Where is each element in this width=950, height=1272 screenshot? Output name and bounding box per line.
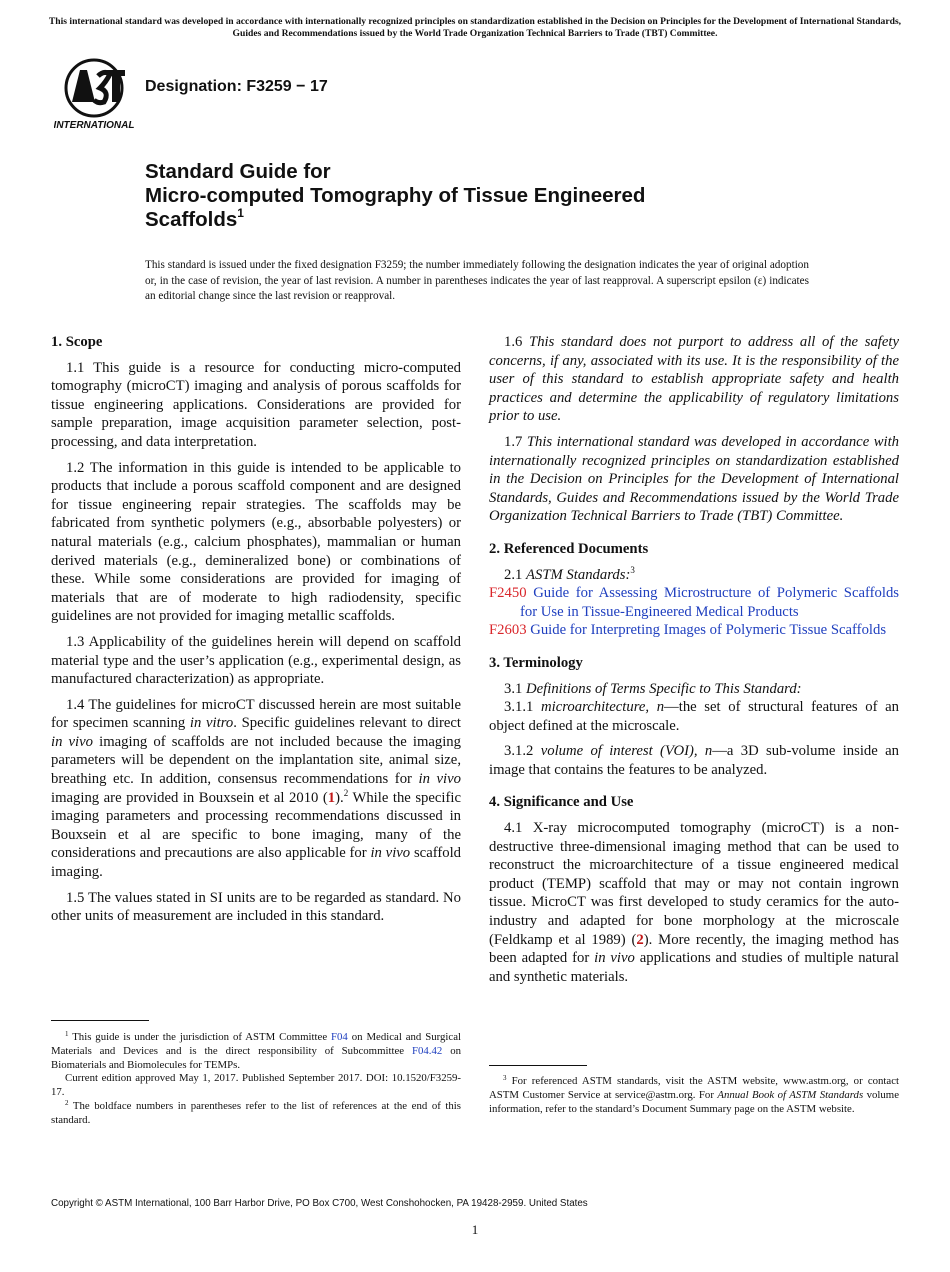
issuance-statement: This standard is issued under the fixed designation F3259; the number immediately following the designation indicates the year of original adoption or, in the case of revision, the year of last revision. A number in parentheses indicates the year of last reapproval. A superscript epsilon (ε) indicates an editorial change since the last revision or reapproval. — [145, 259, 809, 302]
p1-4-text-g: scaffold imaging. — [51, 845, 462, 881]
designation: Designation: F3259 − 17 — [145, 78, 328, 95]
p3-1-2-number: 3.1.2 — [504, 743, 541, 760]
referenced-standard-f2450[interactable] — [489, 584, 899, 621]
section-heading-significance: 4. Significance and Use — [489, 794, 634, 811]
p4-1-text-b: ). More recently, the imaging method has been adapted for — [489, 931, 899, 967]
reference-link-1[interactable]: 1 — [327, 789, 336, 806]
paragraph-1-2: 1.2 The information in this guide is intended to be applicable to products that include a porous scaffold component and are designed for tissue engineering repair strategies. The scaffolds may be fabricated from synthetic polymers (e.g., absorbable polyesters) or natural materials (e.g., calcium phosphates), mammalian or human derived materials (e.g., demineralized bone) or combinations of these. While some considerations are provided for imaging of materials that are of moderate to high radiodensity, specific guidelines are not provided for imaging metallic scaffolds. — [51, 459, 461, 625]
p3-1-2-term: volume of interest (VOI), n — [540, 743, 713, 760]
reference-link-2[interactable]: 2 — [636, 931, 644, 948]
p1-4-text-f: While the specific imaging parameters and processing recommendations discussed in Bouxsein et al are specific to bone imaging, many of the considerations and precautions are also applicable for — [51, 789, 462, 862]
footnote-3 — [489, 1075, 899, 1116]
subcommittee-f0442-link[interactable]: F04.42 — [411, 1044, 443, 1057]
fn1-text-b: on Medical and Surgical Materials and Devices and is the direct responsibility of Subcommittee — [51, 1031, 461, 1057]
ref-code-f2603[interactable]: F2603 — [489, 622, 527, 639]
standardization-notice: This international standard was developed in accordance with internationally recognized principles on standardization established in the Decision on Principles for the Development of International Standards, Guides and Recommendations issued by the World Trade Organization Technical Barriers to Trade (TBT) Committee. — [48, 16, 902, 39]
footnote-mark-3: 3 — [630, 564, 635, 575]
title-footnote-mark: 1 — [237, 206, 244, 220]
committee-f04-link[interactable]: F04 — [331, 1031, 348, 1043]
p1-7-text: This international standard was developed in accordance with internationally recognized principles on standardization established in the Decision on Principles for the Development of International Standards, Guides and Recommendations issued by the World Trade Organization Technical Barriers to Trade (TBT) Committee. — [489, 433, 899, 525]
p3-1-number: 3.1 — [504, 680, 527, 697]
paragraph-2-1 — [489, 566, 899, 585]
footnote-mark-2: 2 — [343, 787, 349, 798]
footnote-2 — [51, 1100, 461, 1128]
p3-1-1-definition: —the set of structural features of an object defined at the microscale. — [489, 699, 899, 734]
footnote-1 — [51, 1031, 461, 1072]
p3-1-2-definition: —a 3D sub-volume inside an image that contains the features to be analyzed. — [489, 743, 899, 778]
paragraph-1-4 — [51, 696, 461, 882]
p1-6-number: 1.6 — [504, 334, 530, 350]
p4-1-text-a: 4.1 X-ray microcomputed tomography (microCT) is a non-destructive three-dimensional imaging method that can be used to reconstruct the microarchitecture of a tissue engineered medical product (TEMP) scaffold that may or may not contain ingrown tissue. MicroCT was first developed to study ceramics for the auto-industry and adapted for bone morphology at the microscale (Feldkamp et al 1989) ( — [489, 820, 899, 948]
p1-4-text-d: imaging are provided in Bouxsein et al 2010 ( — [51, 789, 328, 806]
fn3-italic: Annual Book of ASTM Standards — [717, 1088, 864, 1101]
p1-4-text-b: . Specific guidelines relevant to direct — [233, 715, 461, 732]
title-line-3-text: Scaffolds — [145, 208, 238, 231]
paragraph-1-7 — [489, 433, 899, 526]
fn3-text-a: For referenced ASTM standards, visit the ASTM website, www.astm.org, or contact ASTM Customer Service at service@astm.org. For — [489, 1075, 899, 1101]
p3-1-text: Definitions of Terms Specific to This Standard: — [526, 680, 802, 697]
p4-1-text-c: applications and studies of multiple natural and synthetic materials. — [489, 950, 899, 985]
ref-title-f2603[interactable]: Guide for Interpreting Images of Polymeric Tissue Scaffolds — [530, 622, 887, 639]
p2-1-number: 2.1 — [504, 566, 527, 583]
section-heading-terminology: 3. Terminology — [489, 654, 583, 671]
footnote-divider-right — [489, 1065, 587, 1066]
title-line-1: Standard Guide for — [145, 160, 331, 183]
fn3-text-b: volume information, refer to the standard’s Document Summary page on the ASTM website. — [489, 1088, 899, 1115]
p1-4-text-e: ). — [335, 789, 344, 806]
p3-1-1-number: 3.1.1 — [504, 699, 541, 716]
fn2-mark: 2 — [65, 1098, 69, 1107]
paragraph-1-6 — [489, 333, 899, 426]
p4-1-italic-in-vivo: in vivo — [594, 950, 635, 967]
footnotes-left — [51, 1031, 461, 1128]
fn1-text-a: This guide is under the jurisdiction of ASTM Committee — [68, 1031, 332, 1043]
footnotes-right — [489, 1075, 899, 1116]
left-column — [51, 333, 461, 933]
footnote-divider-left — [51, 1020, 149, 1021]
paragraph-4-1 — [489, 819, 899, 986]
footnote-1-edition: Current edition approved May 1, 2017. Published September 2017. DOI: 10.1520/F3259-17. — [51, 1072, 461, 1099]
fn2-text: The boldface numbers in parentheses refer to the list of references at the end of this standard. — [51, 1099, 461, 1126]
right-column — [489, 333, 899, 993]
title-line-2: Micro-computed Tomography of Tissue Engineered — [145, 184, 646, 207]
p1-4-italic-in-vivo-2: in vivo — [418, 771, 461, 788]
copyright-line: Copyright © ASTM International, 100 Barr Harbor Drive, PO Box C700, West Conshohocken, PA 19428-2959. United States — [51, 1198, 588, 1209]
p1-4-italic-in-vivo-3: in vivo — [370, 845, 411, 862]
title-line-3 — [145, 208, 645, 232]
fn1-mark: 1 — [65, 1030, 69, 1038]
p1-4-text-a: 1.4 The guidelines for microCT discussed herein are most suitable for specimen scanning — [51, 696, 461, 732]
p1-4-italic-in-vitro: in vitro — [189, 715, 234, 732]
paragraph-3-1-1 — [489, 698, 899, 735]
astm-logo-icon — [54, 58, 136, 132]
paragraph-3-1 — [489, 680, 899, 699]
fn1-text-c: on Biomaterials and Biomolecules for TEMPs. — [51, 1044, 461, 1071]
p1-6-text: This standard does not purport to address all of the safety concerns, if any, associated with its use. It is the responsibility of the user of this standard to establish appropriate safety and health practices and determine the applicability of regulatory limitations prior to use. — [489, 334, 900, 425]
fn3-mark: 3 — [503, 1074, 507, 1082]
paragraph-1-5: 1.5 The values stated in SI units are to be regarded as standard. No other units of measurement are included in this standard. — [51, 889, 461, 925]
p1-7-number: 1.7 — [504, 433, 527, 450]
p3-1-1-term: microarchitecture, n — [541, 699, 665, 716]
p2-1-text: ASTM Standards: — [526, 566, 631, 583]
p1-4-italic-in-vivo-1: in vivo — [51, 733, 94, 750]
logo-wordmark: INTERNATIONAL — [54, 120, 135, 131]
p1-4-text-c: imaging of scaffolds are not included because the imaging parameters will be dependent on the implantation site, animal size, breathing etc. In addition, consensus recommendations for — [51, 733, 461, 788]
section-heading-scope: 1. Scope — [51, 334, 103, 350]
paragraph-3-1-2 — [489, 742, 899, 779]
paragraph-1-3: 1.3 Applicability of the guidelines herein will depend on scaffold material type and the user’s application (e.g., experimental design, as manufactured characterization) as appropriate. — [51, 633, 461, 688]
ref-code-f2450[interactable]: F2450 — [489, 585, 527, 602]
astm-logo — [54, 58, 136, 132]
section-heading-referenced-documents: 2. Referenced Documents — [489, 540, 649, 557]
document-title — [145, 160, 645, 232]
page-number: 1 — [471, 1222, 479, 1237]
referenced-standard-f2603[interactable] — [489, 621, 899, 640]
paragraph-1-1: 1.1 This guide is a resource for conducting micro-computed tomography (microCT) imaging and analysis of porous scaffolds for tissue engineering applications. Considerations are provided for sample preparation, image acquisition parameter selection, post-processing, and data interpretation. — [51, 359, 461, 450]
ref-title-f2450[interactable]: Guide for Assessing Microstructure of Polymeric Scaffolds for Use in Tissue-Engineered Medical Products — [520, 585, 900, 620]
